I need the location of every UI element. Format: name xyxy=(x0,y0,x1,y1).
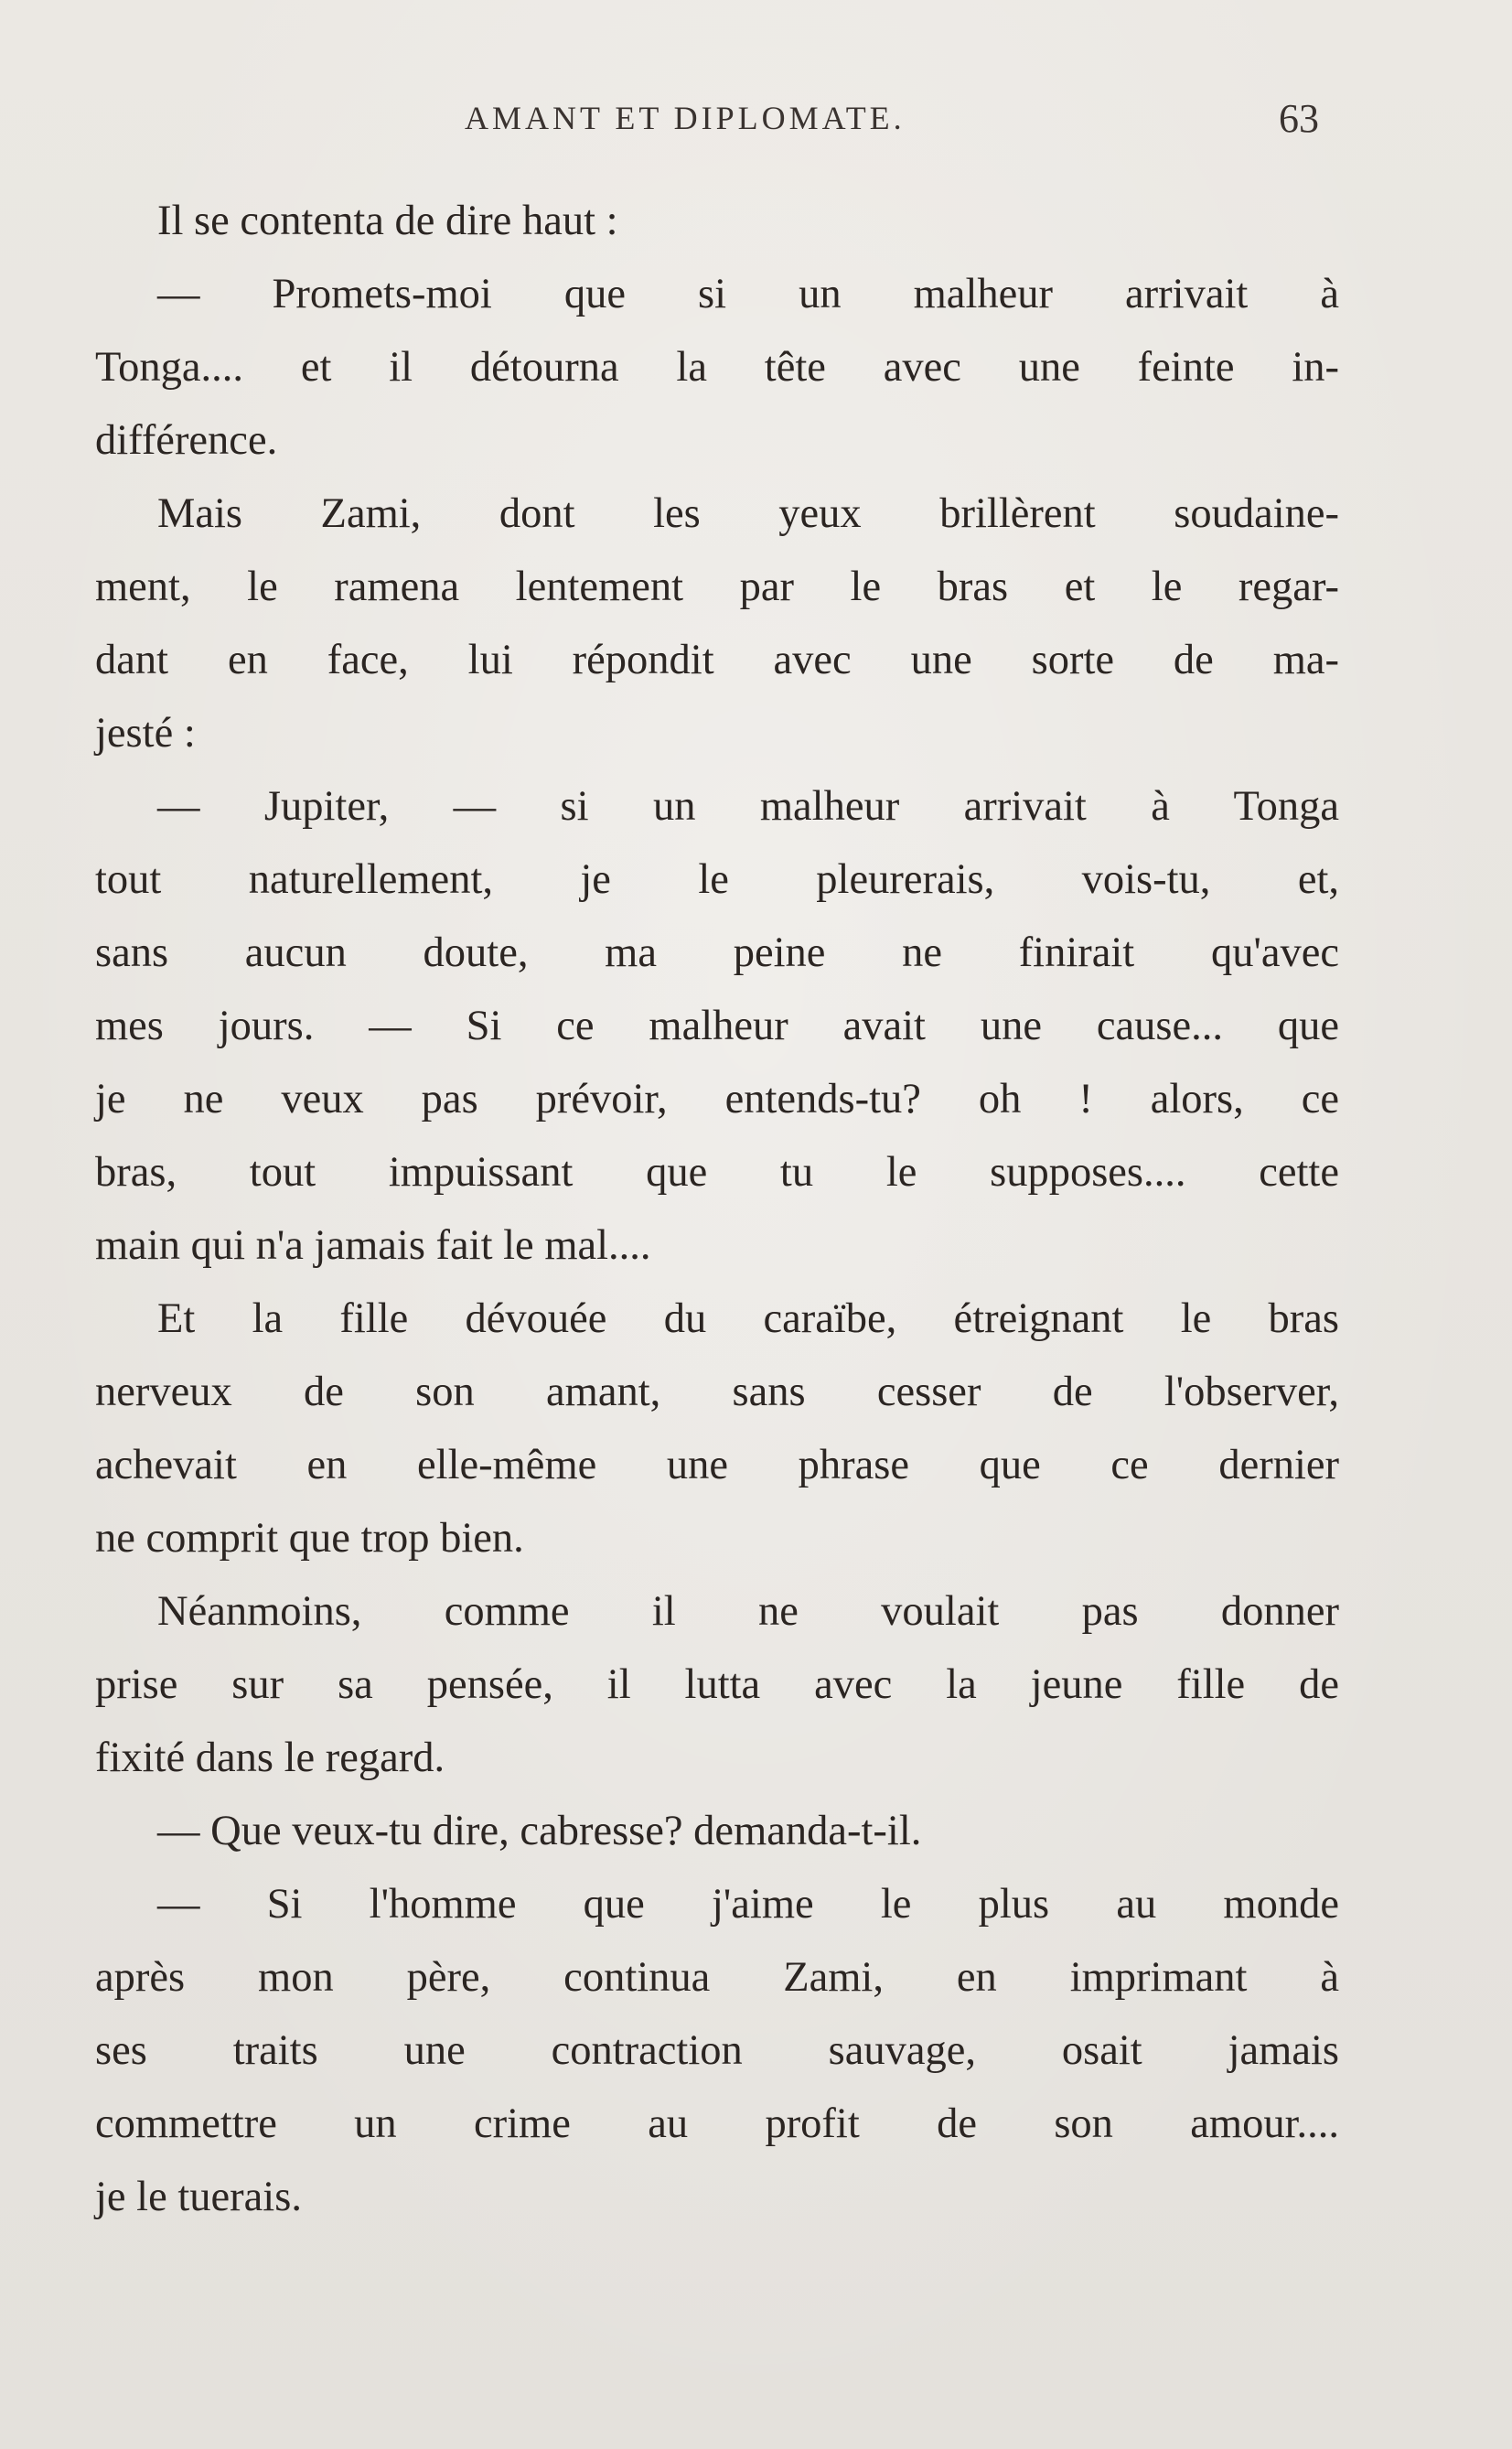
text-line: différence. xyxy=(95,417,278,464)
text-line: prise sur sa pensée, il lutta avec la jeune fille de xyxy=(95,1661,1339,1708)
text-line: Tonga.... et il détourna la tête avec une feinte in- xyxy=(95,344,1339,391)
text-line: jesté : xyxy=(95,710,196,757)
text-line: achevait en elle-même une phrase que ce dernier xyxy=(95,1442,1339,1488)
text-line: Et la fille dévouée du caraïbe, étreignant le bras xyxy=(157,1295,1339,1342)
running-head xyxy=(0,96,1512,145)
text-line: nerveux de son amant, sans cesser de l'observer, xyxy=(95,1369,1339,1415)
text-line: — Promets-moi que si un malheur arrivait à xyxy=(157,271,1339,317)
text-line: ses traits une contraction sauvage, osait jamais xyxy=(95,2027,1339,2074)
text-line: bras, tout impuissant que tu le supposes.... cette xyxy=(95,1149,1339,1196)
text-line: je le tuerais. xyxy=(95,2174,302,2220)
text-line: commettre un crime au profit de son amour.... xyxy=(95,2100,1339,2147)
text-line: — Si l'homme que j'aime le plus au monde xyxy=(157,1881,1339,1928)
text-line: tout naturellement, je le pleurerais, vois-tu, et, xyxy=(95,856,1339,903)
text-line: ment, le ramena lentement par le bras et le regar- xyxy=(95,564,1339,610)
text-line: fixité dans le regard. xyxy=(95,1735,445,1781)
text-line: sans aucun doute, ma peine ne finirait qu'avec xyxy=(95,929,1339,976)
text-line: après mon père, continua Zami, en imprimant à xyxy=(95,1954,1339,2001)
text-line: ne comprit que trop bien. xyxy=(95,1515,524,1562)
text-line: dant en face, lui répondit avec une sorte de ma- xyxy=(95,637,1339,683)
page-number: 63 xyxy=(1279,96,1319,141)
text-line: Il se contenta de dire haut : xyxy=(157,198,618,244)
text-line: — Jupiter, — si un malheur arrivait à Tonga xyxy=(157,783,1339,830)
text-line: main qui n'a jamais fait le mal.... xyxy=(95,1222,651,1269)
text-line: mes jours. — Si ce malheur avait une cause... que xyxy=(95,1003,1339,1049)
text-line: Néanmoins, comme il ne voulait pas donner xyxy=(157,1588,1339,1635)
text-line: Mais Zami, dont les yeux brillèrent soudaine- xyxy=(157,490,1339,537)
running-title: AMANT ET DIPLOMATE. xyxy=(465,100,906,136)
text-line: — Que veux-tu dire, cabresse? demanda-t-il. xyxy=(157,1808,922,1854)
text-line: je ne veux pas prévoir, entends-tu? oh ! alors, ce xyxy=(95,1076,1339,1122)
